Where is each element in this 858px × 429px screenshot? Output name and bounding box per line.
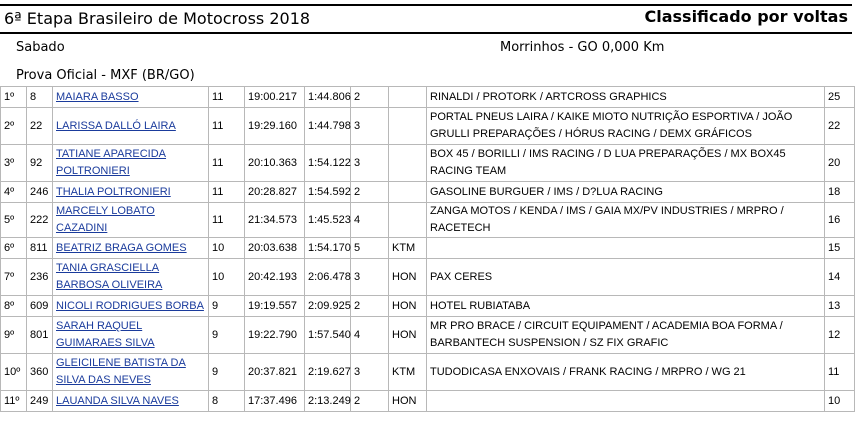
best-lap-cell: 2:09.925 [305,296,351,317]
best-lap-number-cell: 3 [351,108,389,145]
bike-cell [389,87,427,108]
total-time-cell: 19:22.790 [245,317,305,354]
sponsors-cell: RINALDI / PROTORK / ARTCROSS GRAPHICS [427,87,825,108]
best-lap-cell: 1:54.592 [305,182,351,203]
rider-name-link[interactable]: SARAH RAQUEL GUIMARAES SILVA [56,320,155,349]
points-cell: 14 [825,259,855,296]
number-cell: 8 [27,87,53,108]
best-lap-number-cell: 2 [351,391,389,412]
total-time-cell: 19:00.217 [245,87,305,108]
laps-cell: 11 [209,108,245,145]
bike-cell [389,203,427,238]
best-lap-cell: 2:13.249 [305,391,351,412]
title-bar [0,4,852,34]
table-row [1,296,855,317]
position-cell: 9º [1,317,27,354]
sponsors-cell [427,238,825,259]
rider-name-cell [53,238,209,259]
sponsors-cell: BOX 45 / BORILLI / IMS RACING / D LUA PREPARAÇÕES / MX BOX45 RACING TEAM [427,145,825,182]
rider-name-cell [53,108,209,145]
rider-name-link[interactable]: MARCELY LOBATO CAZADINI [56,205,155,234]
race-day: Sabado [16,40,65,55]
position-cell: 11º [1,391,27,412]
number-cell: 92 [27,145,53,182]
laps-cell: 11 [209,203,245,238]
bike-cell: KTM [389,238,427,259]
points-cell: 25 [825,87,855,108]
laps-cell: 9 [209,296,245,317]
laps-cell: 10 [209,259,245,296]
points-cell: 18 [825,182,855,203]
best-lap-number-cell: 2 [351,87,389,108]
rider-name-cell [53,259,209,296]
rider-name-cell [53,182,209,203]
position-cell: 4º [1,182,27,203]
rider-name-cell [53,145,209,182]
rider-name-link[interactable]: LARISSA DALLÓ LAIRA [56,119,176,132]
bike-cell [389,182,427,203]
number-cell: 609 [27,296,53,317]
laps-cell: 11 [209,145,245,182]
best-lap-number-cell: 4 [351,317,389,354]
points-cell: 16 [825,203,855,238]
rider-name-link[interactable]: BEATRIZ BRAGA GOMES [56,241,187,254]
position-cell: 1º [1,87,27,108]
bike-cell: KTM [389,354,427,391]
bike-cell [389,145,427,182]
laps-cell: 8 [209,391,245,412]
table-row [1,391,855,412]
bike-cell: HON [389,259,427,296]
total-time-cell: 20:03.638 [245,238,305,259]
best-lap-cell: 2:19.627 [305,354,351,391]
best-lap-number-cell: 3 [351,354,389,391]
rider-name-cell [53,317,209,354]
best-lap-cell: 1:44.806 [305,87,351,108]
classification-title: Classificado por voltas [644,7,848,26]
best-lap-cell: 1:54.170 [305,238,351,259]
best-lap-number-cell: 5 [351,238,389,259]
best-lap-number-cell: 3 [351,145,389,182]
rider-name-link[interactable]: THALIA POLTRONIERI [56,185,171,198]
rider-name-link[interactable]: MAIARA BASSO [56,90,139,103]
total-time-cell: 21:34.573 [245,203,305,238]
total-time-cell: 20:28.827 [245,182,305,203]
rider-name-cell [53,296,209,317]
rider-name-link[interactable]: LAUANDA SILVA NAVES [56,394,179,407]
points-cell: 10 [825,391,855,412]
table-row [1,354,855,391]
number-cell: 360 [27,354,53,391]
total-time-cell: 20:42.193 [245,259,305,296]
rider-name-cell [53,391,209,412]
table-row [1,203,855,238]
total-time-cell: 17:37.496 [245,391,305,412]
points-cell: 11 [825,354,855,391]
laps-cell: 11 [209,182,245,203]
number-cell: 249 [27,391,53,412]
sponsors-cell: HOTEL RUBIATABA [427,296,825,317]
rider-name-link[interactable]: NICOLI RODRIGUES BORBA [56,299,204,312]
event-title: 6ª Etapa Brasileiro de Motocross 2018 [4,9,311,28]
number-cell: 222 [27,203,53,238]
laps-cell: 9 [209,354,245,391]
points-cell: 20 [825,145,855,182]
rider-name-cell [53,87,209,108]
table-row [1,87,855,108]
results-body [1,87,855,412]
table-row [1,238,855,259]
sponsors-cell: PAX CERES [427,259,825,296]
rider-name-link[interactable]: TATIANE APARECIDA POLTRONIERI [56,148,167,177]
best-lap-number-cell: 2 [351,182,389,203]
best-lap-cell: 1:45.523 [305,203,351,238]
rider-name-cell [53,203,209,238]
rider-name-link[interactable]: TANIA GRASCIELLA BARBOSA OLIVEIRA [56,262,163,291]
results-table [0,86,855,412]
race-location: Morrinhos - GO 0,000 Km [500,40,665,55]
sponsors-cell: TUDODICASA ENXOVAIS / FRANK RACING / MRPRO / WG 21 [427,354,825,391]
position-cell: 10º [1,354,27,391]
total-time-cell: 20:37.821 [245,354,305,391]
position-cell: 7º [1,259,27,296]
number-cell: 246 [27,182,53,203]
best-lap-cell: 1:57.540 [305,317,351,354]
sponsors-cell: GASOLINE BURGUER / IMS / D?LUA RACING [427,182,825,203]
table-row [1,317,855,354]
best-lap-number-cell: 2 [351,296,389,317]
laps-cell: 9 [209,317,245,354]
best-lap-cell: 1:54.122 [305,145,351,182]
position-cell: 8º [1,296,27,317]
sponsors-cell: PORTAL PNEUS LAIRA / KAIKE MIOTO NUTRIÇÃO ESPORTIVA / JOÃO GRULLI PREPARAÇÕES / HÓRUS RACING / DEMX GRÁFICOS [427,108,825,145]
position-cell: 6º [1,238,27,259]
rider-name-cell [53,354,209,391]
rider-name-link[interactable]: GLEICILENE BATISTA DA SILVA DAS NEVES [56,357,186,386]
points-cell: 22 [825,108,855,145]
best-lap-cell: 2:06.478 [305,259,351,296]
table-row [1,145,855,182]
position-cell: 5º [1,203,27,238]
points-cell: 12 [825,317,855,354]
table-row [1,108,855,145]
points-cell: 15 [825,238,855,259]
bike-cell: HON [389,296,427,317]
table-row [1,259,855,296]
sponsors-cell [427,391,825,412]
total-time-cell: 19:19.557 [245,296,305,317]
total-time-cell: 19:29.160 [245,108,305,145]
number-cell: 811 [27,238,53,259]
bike-cell: HON [389,391,427,412]
best-lap-cell: 1:44.798 [305,108,351,145]
sponsors-cell: ZANGA MOTOS / KENDA / IMS / GAIA MX/PV INDUSTRIES / MRPRO / RACETECH [427,203,825,238]
position-cell: 2º [1,108,27,145]
bike-cell: HON [389,317,427,354]
best-lap-number-cell: 3 [351,259,389,296]
race-name: Prova Oficial - MXF (BR/GO) [16,68,195,83]
number-cell: 22 [27,108,53,145]
total-time-cell: 20:10.363 [245,145,305,182]
table-row [1,182,855,203]
best-lap-number-cell: 4 [351,203,389,238]
bike-cell [389,108,427,145]
laps-cell: 10 [209,238,245,259]
points-cell: 13 [825,296,855,317]
number-cell: 801 [27,317,53,354]
sponsors-cell: MR PRO BRACE / CIRCUIT EQUIPAMENT / ACADEMIA BOA FORMA / BARBANTECH SUSPENSION / SZ FIX GRAFIC [427,317,825,354]
number-cell: 236 [27,259,53,296]
laps-cell: 11 [209,87,245,108]
position-cell: 3º [1,145,27,182]
